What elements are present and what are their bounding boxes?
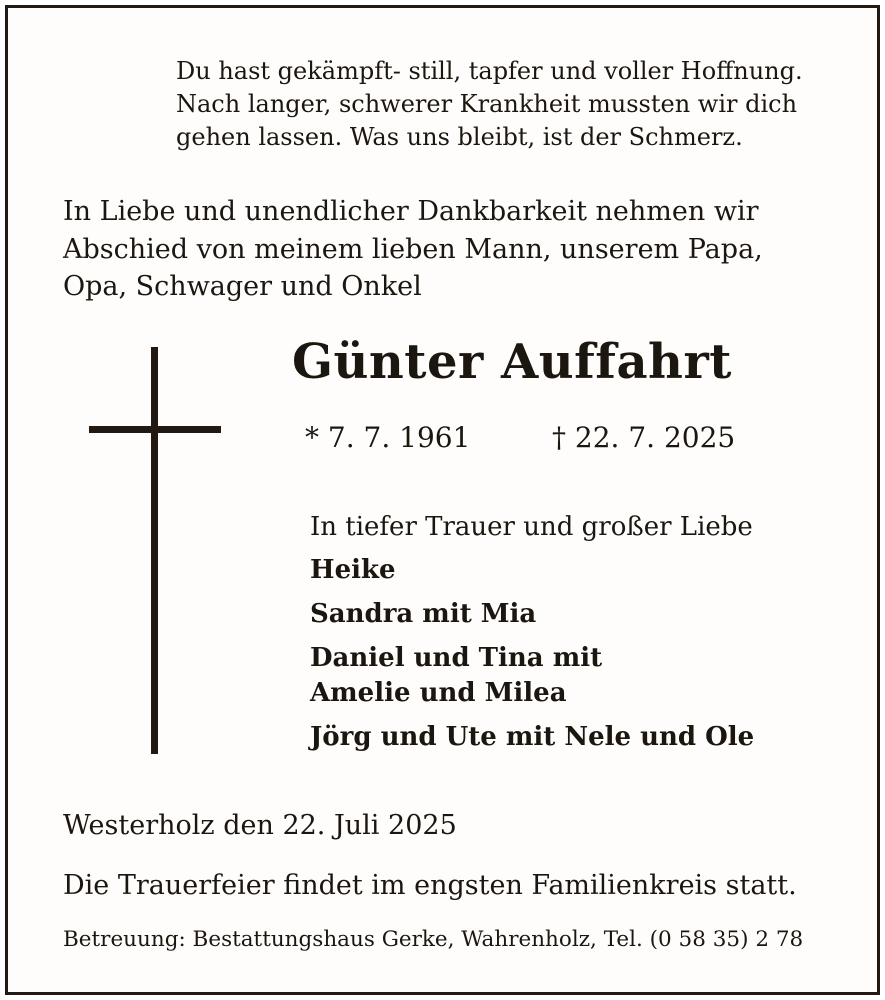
cross-vertical-bar bbox=[151, 347, 158, 754]
deceased-name: Günter Auffahrt bbox=[292, 334, 732, 390]
cross-horizontal-bar bbox=[89, 426, 221, 433]
mourner-name: Sandra mit Mia bbox=[310, 599, 537, 629]
mourner-name: Amelie und Milea bbox=[310, 678, 567, 708]
farewell-intro bbox=[63, 193, 763, 306]
intro-line: In Liebe und unendlicher Dankbarkeit nehmen wir bbox=[63, 196, 759, 227]
intro-line: Abschied von meinem lieben Mann, unserem Papa, bbox=[63, 233, 763, 265]
birth-date: * 7. 7. 1961 bbox=[305, 421, 471, 454]
intro-line: Opa, Schwager und Onkel bbox=[63, 271, 422, 302]
funeral-home-info: Betreuung: Bestattungshaus Gerke, Wahrenholz, Tel. (0 58 35) 2 78 bbox=[63, 927, 804, 952]
mourner-name: Jörg und Ute mit Nele und Ole bbox=[310, 722, 755, 752]
death-date: † 22. 7. 2025 bbox=[552, 421, 736, 454]
poem-line: gehen lassen. Was uns bleibt, ist der Schmerz. bbox=[176, 123, 743, 151]
place-and-date: Westerholz den 22. Juli 2025 bbox=[63, 810, 457, 841]
poem-line: Du hast gekämpft- still, tapfer und voller Hoffnung. bbox=[176, 57, 803, 85]
ceremony-note: Die Trauerfeier findet im engsten Familienkreis statt. bbox=[63, 870, 797, 901]
mourner-name: Daniel und Tina mit bbox=[310, 643, 603, 673]
poem-line: Nach langer, schwerer Krankheit mussten wir dich bbox=[176, 90, 798, 118]
opening-poem bbox=[176, 55, 803, 154]
mourners-intro: In tiefer Trauer und großer Liebe bbox=[310, 512, 753, 542]
mourner-name: Heike bbox=[310, 555, 396, 585]
